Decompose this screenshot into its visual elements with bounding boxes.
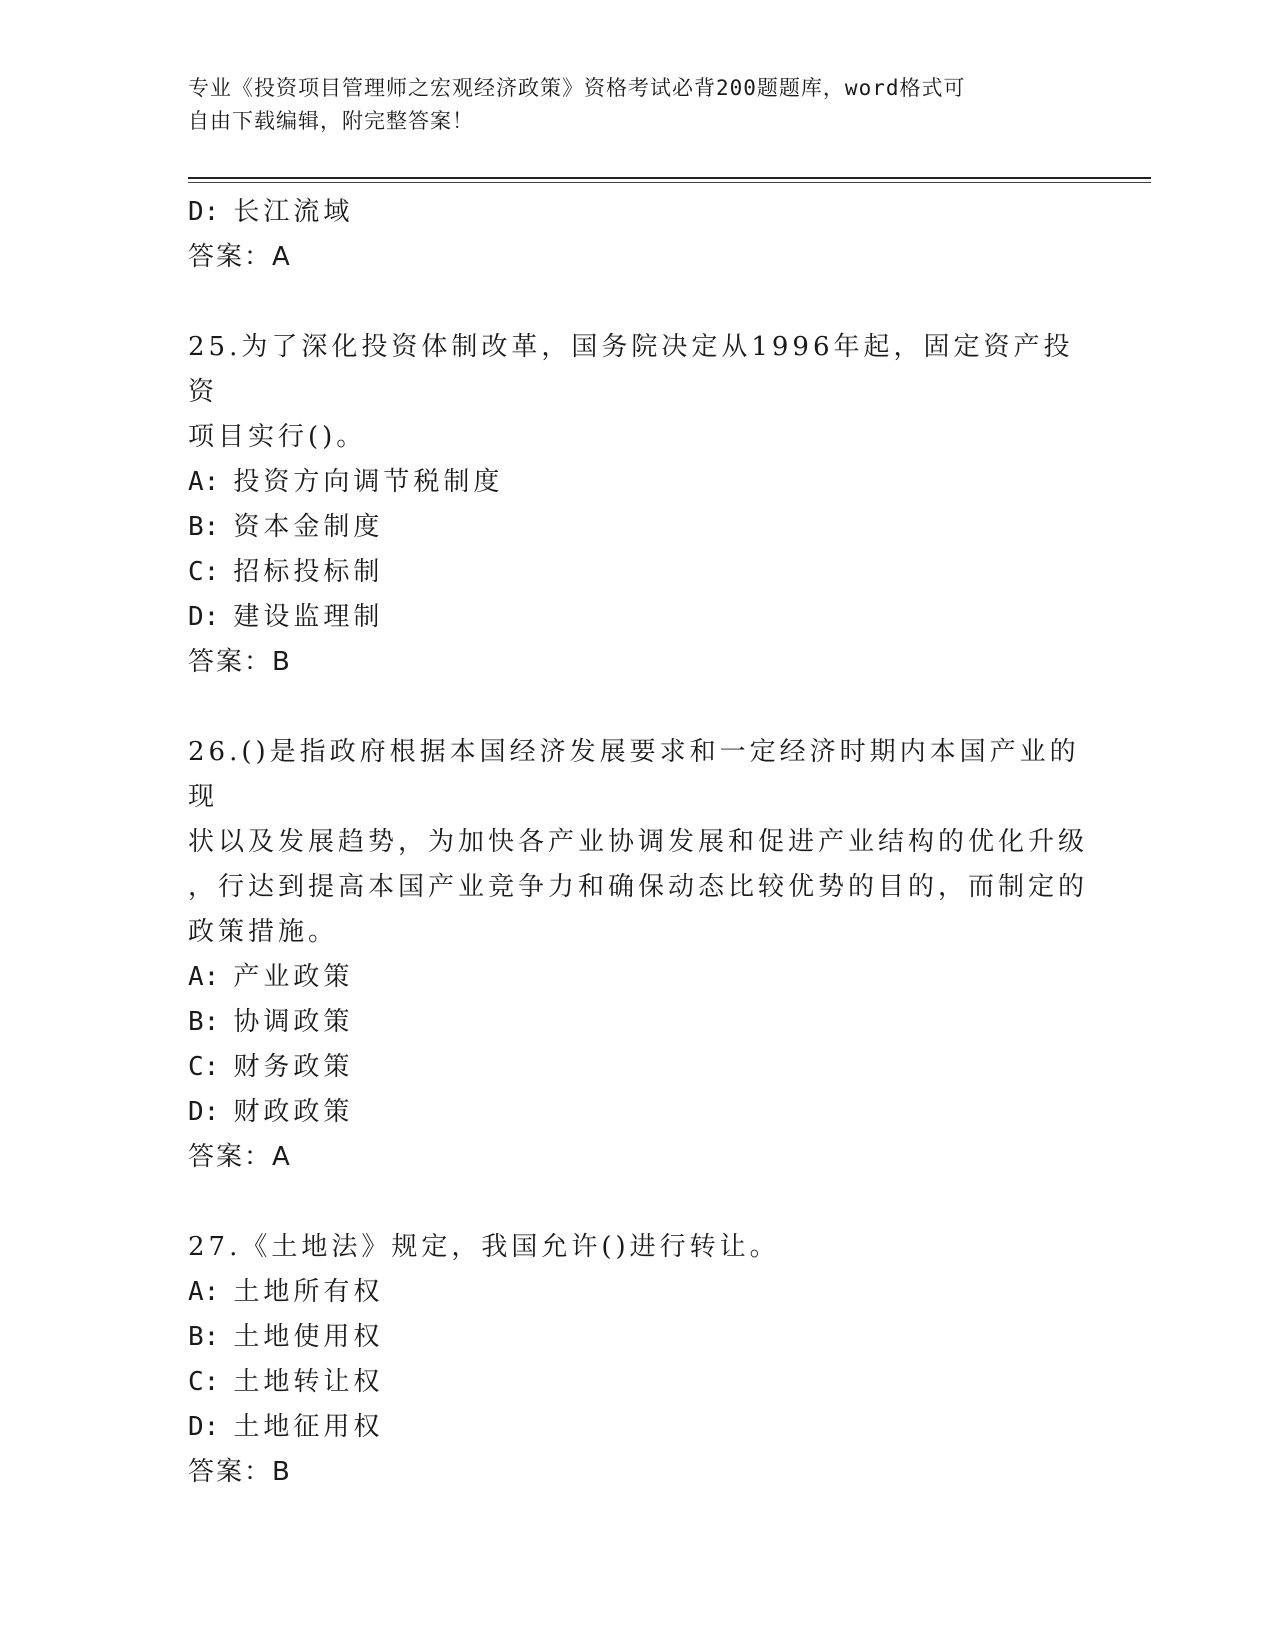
- spacer: [188, 685, 1088, 730]
- option-c: [188, 550, 1088, 595]
- option-text: 投资方向调节税制度: [233, 467, 504, 497]
- header-divider-thick: [188, 177, 1151, 179]
- option-text: 资本金制度: [233, 512, 384, 542]
- option-b: [188, 1000, 1088, 1045]
- answer-line: 答案：B: [188, 647, 292, 677]
- spacer: [188, 1180, 1088, 1225]
- question-25: [188, 325, 1088, 685]
- option-a: [188, 460, 1088, 505]
- question-26: [188, 730, 1088, 1180]
- option-c: [188, 1045, 1088, 1090]
- option-d: [188, 1090, 1088, 1135]
- answer-line: 答案：B: [188, 1457, 292, 1487]
- option-d: [188, 190, 1088, 235]
- option-c: [188, 1360, 1088, 1405]
- option-label: B:: [188, 1007, 220, 1037]
- option-text: 土地转让权: [233, 1367, 384, 1397]
- header-divider-thin: [188, 182, 1151, 183]
- option-label: C:: [188, 1052, 220, 1082]
- header-line-1: 专业《投资项目管理师之宏观经济政策》资格考试必背200题题库，word格式可: [188, 76, 966, 100]
- option-a: [188, 955, 1088, 1000]
- option-label: A:: [188, 1277, 220, 1307]
- option-label: A:: [188, 962, 220, 992]
- option-text: 协调政策: [233, 1007, 354, 1037]
- option-text: 建设监理制: [233, 602, 384, 632]
- option-label: C:: [188, 1367, 220, 1397]
- question-stem-line: 27.《土地法》规定，我国允许()进行转让。: [188, 1232, 780, 1262]
- option-text: 产业政策: [233, 962, 354, 992]
- option-text: 招标投标制: [233, 557, 384, 587]
- document-header: [188, 72, 1068, 138]
- option-label: B:: [188, 512, 220, 542]
- answer-line: 答案：A: [188, 242, 292, 272]
- question-stem-line: 项目实行()。: [188, 422, 367, 452]
- option-d: [188, 1405, 1088, 1450]
- option-label: D:: [188, 1412, 220, 1442]
- option-label: D:: [188, 602, 220, 632]
- header-line-2: 自由下载编辑，附完整答案！: [188, 109, 474, 133]
- option-text: 土地使用权: [233, 1322, 384, 1352]
- option-label: D:: [188, 197, 220, 227]
- spacer: [188, 280, 1088, 325]
- option-label: D:: [188, 1097, 220, 1127]
- question-list: [188, 190, 1088, 1495]
- question-stem-line: 状以及发展趋势，为加快各产业协调发展和促进产业结构的优化升级: [188, 827, 1089, 857]
- option-label: C:: [188, 557, 220, 587]
- option-text: 土地所有权: [233, 1277, 384, 1307]
- question-stem-line: 26.()是指政府根据本国经济发展要求和一定经济时期内本国产业的现: [188, 737, 1080, 812]
- option-text: 土地征用权: [233, 1412, 384, 1442]
- option-text: 长江流域: [233, 197, 354, 227]
- question-stem-line: 25.为了深化投资体制改革，国务院决定从1996年起，固定资产投资: [188, 332, 1074, 407]
- option-a: [188, 1270, 1088, 1315]
- option-d: [188, 595, 1088, 640]
- question-27: [188, 1225, 1088, 1495]
- question-stem-line: ，行达到提高本国产业竞争力和确保动态比较优势的目的，而制定的: [188, 872, 1089, 902]
- question-stem-line: 政策措施。: [188, 917, 339, 947]
- option-text: 财政政策: [233, 1097, 354, 1127]
- option-label: B:: [188, 1322, 220, 1352]
- option-b: [188, 505, 1088, 550]
- option-label: A:: [188, 467, 220, 497]
- answer-line: 答案：A: [188, 1142, 292, 1172]
- option-text: 财务政策: [233, 1052, 354, 1082]
- option-b: [188, 1315, 1088, 1360]
